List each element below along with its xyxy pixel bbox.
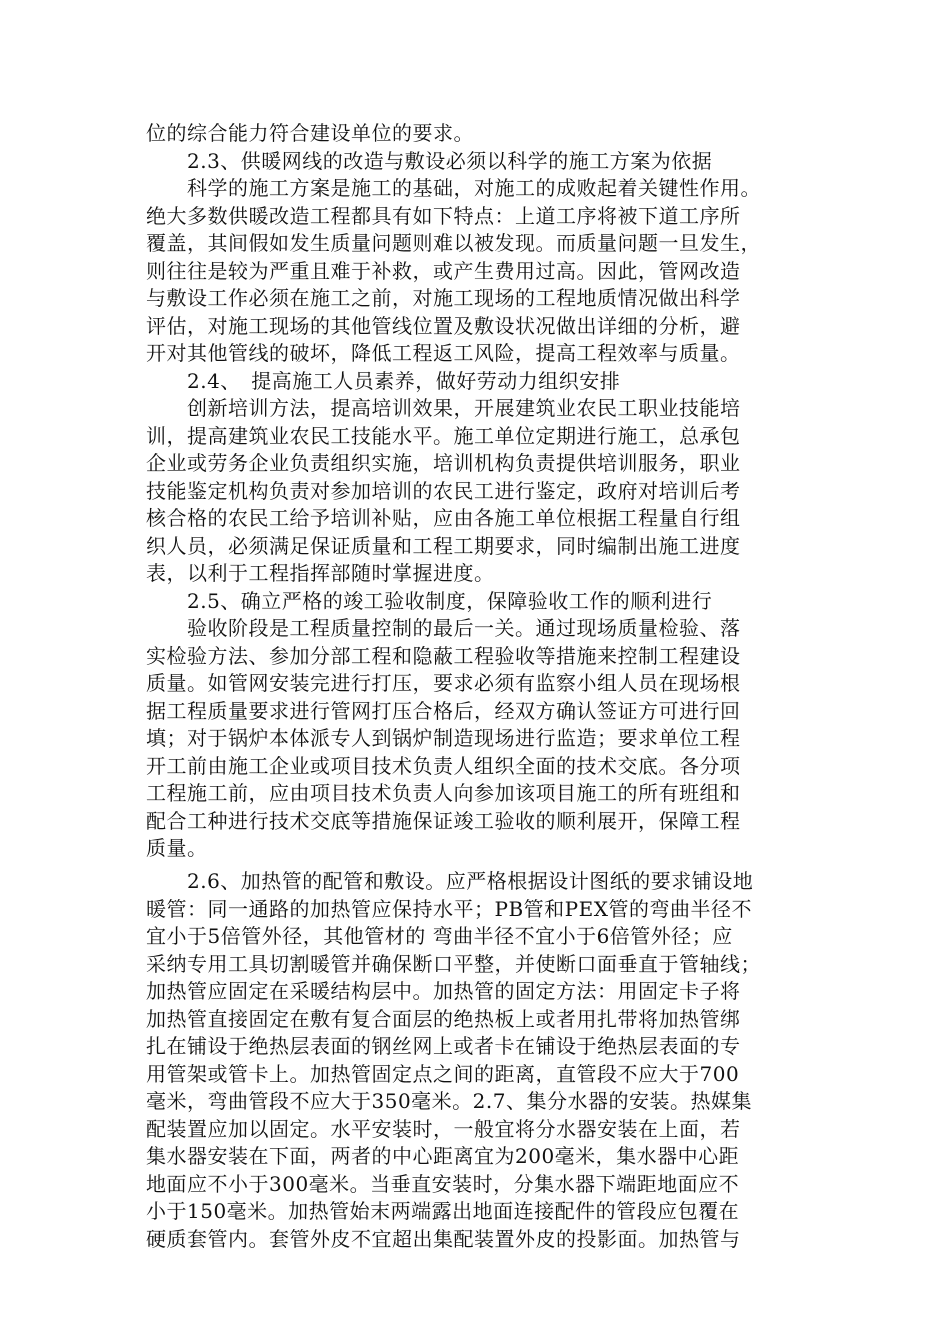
text-line: 集水器安装在下面，两者的中心距离宜为200毫米，集水器中心距 <box>146 1144 740 1168</box>
text-line: 织人员，必须满足保证质量和工程工期要求，同时编制出施工进度 <box>146 533 741 558</box>
text-line: 据工程质量要求进行管网打压合格后，经双方确认签证方可进行回 <box>146 698 741 723</box>
text-line: 企业或劳务企业负责组织实施，培训机构负责提供培训服务，职业 <box>146 451 741 475</box>
text-section-top <box>146 120 806 863</box>
text-line: 则往往是较为严重且难于补救，或产生费用过高。因此，管网改造 <box>146 258 741 283</box>
text-line: 开工前由施工企业或项目技术负责人组织全面的技术交底。各分项 <box>146 753 741 778</box>
heading-2-3: 2.3、供暖网线的改造与敷设必须以科学的施工方案为依据 <box>146 148 713 173</box>
text-line: 覆盖，其间假如发生质量问题则难以被发现。而质量问题一旦发生， <box>146 231 761 255</box>
text-line: 评估，对施工现场的其他管线位置及敷设状况做出详细的分析，避 <box>146 313 741 338</box>
text-line: 实检验方法、参加分部工程和隐蔽工程验收等措施来控制工程建设 <box>146 643 741 668</box>
text-line: 用管架或管卡上。加热管固定点之间的距离，直管段不应大于700 <box>146 1061 740 1086</box>
text-line: 质量。如管网安装完进行打压，要求必须有监察小组人员在现场根 <box>146 671 741 695</box>
text-line: 与敷设工作必须在施工之前，对施工现场的工程地质情况做出科学 <box>146 286 741 310</box>
text-line: 绝大多数供暖改造工程都具有如下特点：上道工序将被下道工序所 <box>146 203 741 228</box>
text-line: 填；对于锅炉本体派专人到锅炉制造现场进行监造；要求单位工程 <box>146 726 741 750</box>
heading-2-4: 2.4、 提高施工人员素养，做好劳动力组织安排 <box>146 368 621 393</box>
text-line: 质量。 <box>146 836 208 860</box>
text-line: 创新培训方法，提高培训效果，开展建筑业农民工职业技能培 <box>146 396 741 420</box>
text-line: 核合格的农民工给予培训补贴，应由各施工单位根据工程量自行组 <box>146 506 741 530</box>
text-line: 毫米，弯曲管段不应大于350毫米。2.7、集分水器的安装。热媒集 <box>146 1089 752 1113</box>
heading-2-6: 2.6、加热管的配管和敷设。应严格根据设计图纸的要求铺设地 <box>146 869 754 893</box>
text-line: 训，提高建筑业农民工技能水平。施工单位定期进行施工，总承包 <box>146 423 741 448</box>
text-line: 配装置应加以固定。水平安装时，一般宜将分水器安装在上面，若 <box>146 1116 741 1141</box>
text-line: 表，以利于工程指挥部随时掌握进度。 <box>146 561 495 585</box>
text-line: 宜小于5倍管外径，其他管材的 弯曲半径不宜小于6倍管外径；应 <box>146 924 733 948</box>
text-line: 验收阶段是工程质量控制的最后一关。通过现场质量检验、落 <box>146 616 741 640</box>
text-line: 开对其他管线的破坏，降低工程返工风险，提高工程效率与质量。 <box>146 341 741 365</box>
text-section-bottom <box>146 868 806 1253</box>
text-line: 扎在铺设于绝热层表面的钢丝网上或者卡在铺设于绝热层表面的专 <box>146 1034 741 1058</box>
text-line: 暖管：同一通路的加热管应保持水平；PB管和PEX管的弯曲半径不 <box>146 896 752 921</box>
text-line: 硬质套管内。套管外皮不宜超出集配装置外皮的投影面。加热管与 <box>146 1226 741 1251</box>
text-line: 地面应不小于300毫米。当垂直安装时，分集水器下端距地面应不 <box>146 1171 740 1196</box>
text-line: 工程施工前，应由项目技术负责人向参加该项目施工的所有班组和 <box>146 781 741 805</box>
text-line: 位的综合能力符合建设单位的要求。 <box>146 121 474 145</box>
text-line: 小于150毫米。加热管始末两端露出地面连接配件的管段应包覆在 <box>146 1199 740 1223</box>
text-line: 科学的施工方案是施工的基础，对施工的成败起着关键性作用。 <box>146 176 761 200</box>
text-line: 采纳专用工具切割暖管并确保断口平整，并使断口面垂直于管轴线； <box>146 951 761 976</box>
text-line: 技能鉴定机构负责对参加培训的农民工进行鉴定，政府对培训后考 <box>146 478 741 503</box>
text-line: 加热管应固定在采暖结构层中。加热管的固定方法：用固定卡子将 <box>146 979 741 1003</box>
heading-2-5: 2.5、确立严格的竣工验收制度，保障验收工作的顺利进行 <box>146 588 713 613</box>
text-line: 配合工种进行技术交底等措施保证竣工验收的顺利展开，保障工程 <box>146 808 741 833</box>
text-line: 加热管直接固定在敷有复合面层的绝热板上或者用扎带将加热管绑 <box>146 1006 741 1031</box>
